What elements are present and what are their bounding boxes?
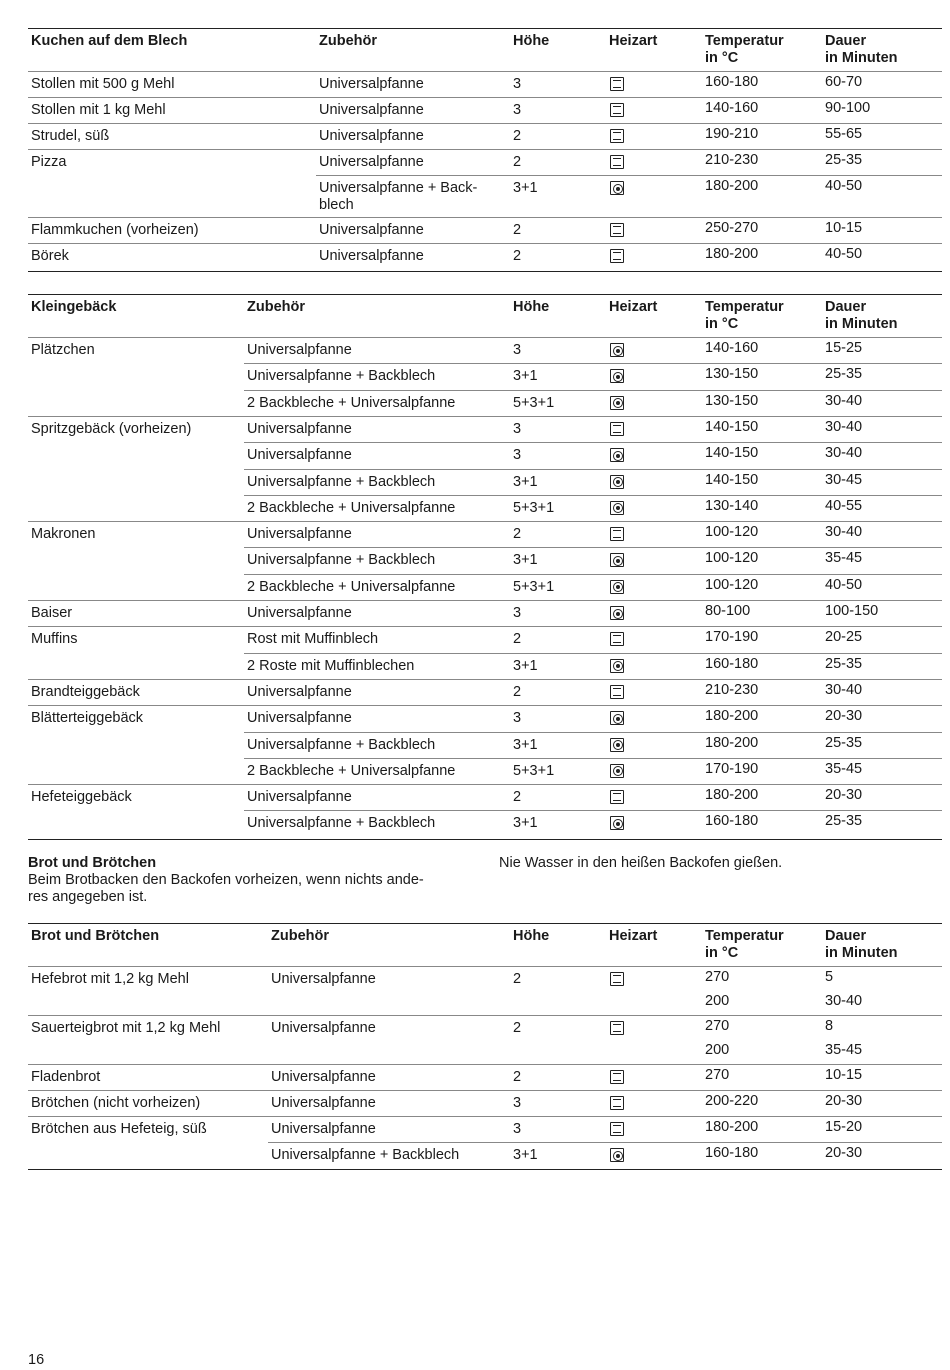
- cell-zubehoer: Universalpfanne: [271, 1095, 376, 1111]
- top-bottom-heat-icon: [610, 249, 624, 263]
- table-row: [28, 337, 942, 363]
- table-row: [28, 469, 942, 495]
- table-row: [28, 217, 942, 243]
- hot-air-fan-icon: [610, 711, 624, 725]
- table-row: [28, 732, 942, 758]
- cell-name: Hefeteiggebäck: [31, 789, 132, 806]
- table-row: [28, 123, 942, 149]
- header-hoehe: Höhe: [513, 928, 550, 944]
- cell-hoehe: 2: [513, 222, 522, 238]
- header-heizart: Heizart: [609, 299, 658, 315]
- cell-temperatur: 200-220: [705, 1093, 759, 1109]
- cell-dauer: 25-35: [825, 366, 863, 383]
- cell-temperatur: 170-190: [705, 629, 759, 646]
- table-kuchen-auf-dem-blech: [28, 28, 942, 272]
- cell-temperatur: 100-120: [705, 550, 759, 567]
- cell-hoehe: 5+3+1: [513, 394, 555, 411]
- cell-hoehe: 3: [513, 102, 522, 118]
- cell-temperatur: 160-180: [705, 74, 759, 90]
- cell-hoehe: 5+3+1: [513, 578, 555, 595]
- cell-zubehoer: Rost mit Muffinblech: [247, 631, 379, 648]
- brot-intro: [28, 855, 468, 906]
- header-name: Brot und Brötchen: [31, 928, 160, 944]
- header-name: Kuchen auf dem Blech: [31, 33, 188, 49]
- table-row: [28, 705, 942, 731]
- header-dauer: Dauer in Minuten: [825, 928, 898, 961]
- table-row: [28, 243, 942, 269]
- cell-name: Brandteiggebäck: [31, 683, 140, 700]
- cell-hoehe: 2: [513, 248, 522, 264]
- cell-temperatur: 160-180: [705, 813, 759, 830]
- table-row: [28, 966, 942, 1015]
- cell-dauer: 55-65: [825, 126, 863, 142]
- cell-hoehe: 3+1: [513, 368, 538, 385]
- cell-zubehoer: Universalpfanne: [247, 420, 352, 437]
- header-zubehoer: Zubehör: [319, 33, 377, 49]
- top-bottom-heat-icon: [610, 77, 624, 91]
- cell-temperatur: 100-120: [705, 524, 759, 541]
- header-zubehoer: Zubehör: [271, 928, 329, 944]
- cell-dauer: 100-150: [825, 603, 879, 619]
- header-heizart: Heizart: [609, 33, 658, 49]
- table-row: [28, 71, 942, 97]
- table-row: [28, 600, 942, 626]
- cell-temperatur: 270: [705, 1067, 730, 1083]
- cell-dauer: 40-55: [825, 497, 863, 514]
- cell-name: Pizza: [31, 154, 67, 170]
- cell-hoehe: 3+1: [513, 1147, 538, 1163]
- cell-name: Blätterteiggebäck: [31, 710, 144, 727]
- cell-temperatur: 180-200: [705, 787, 759, 804]
- cell-hoehe: 3: [513, 1121, 522, 1137]
- cell-temperatur: 180-200: [705, 734, 759, 751]
- cell-hoehe: 2: [513, 154, 522, 170]
- cell-dauer: 35-45: [825, 760, 863, 777]
- cell-name: Stollen mit 500 g Mehl: [31, 76, 175, 92]
- cell-temperatur: 130-150: [705, 392, 759, 409]
- cell-dauer: 15-20: [825, 1119, 863, 1135]
- top-bottom-heat-icon: [610, 155, 624, 169]
- table-kleingebaeck: [28, 294, 942, 840]
- cell-zubehoer: Universalpfanne: [247, 789, 352, 806]
- hot-air-fan-icon: [610, 580, 624, 594]
- top-bottom-heat-icon: [610, 1122, 624, 1136]
- cell-zubehoer: Universalpfanne: [319, 102, 424, 118]
- top-bottom-heat-icon: [610, 972, 624, 986]
- top-bottom-heat-icon: [610, 422, 624, 436]
- cell-temperatur: 170-190: [705, 760, 759, 777]
- cell-hoehe: 3: [513, 76, 522, 92]
- cell-name: Brötchen aus Hefeteig, süß: [31, 1121, 207, 1137]
- cell-name: Strudel, süß: [31, 128, 110, 144]
- cell-temperatur: 130-150: [705, 366, 759, 383]
- table-row: [28, 495, 942, 521]
- header-zubehoer: Zubehör: [247, 299, 305, 315]
- top-bottom-heat-icon: [610, 103, 624, 117]
- cell-dauer: 25-35: [825, 152, 863, 168]
- cell-hoehe: 2: [513, 1020, 522, 1036]
- header-temperatur: Temperatur in °C: [705, 33, 784, 66]
- cell-dauer: 5 30-40: [825, 969, 863, 1009]
- header-temperatur: Temperatur in °C: [705, 928, 784, 961]
- cell-temperatur: 160-180: [705, 1145, 759, 1161]
- cell-zubehoer: 2 Backbleche + Universalpfanne: [247, 394, 456, 411]
- top-bottom-heat-icon: [610, 685, 624, 699]
- cell-hoehe: 3: [513, 447, 522, 464]
- cell-temperatur: 180-200: [705, 1119, 759, 1135]
- cell-hoehe: 3: [513, 420, 522, 437]
- cell-temperatur: 140-160: [705, 100, 759, 116]
- cell-hoehe: 3+1: [513, 473, 538, 490]
- top-bottom-heat-icon: [610, 129, 624, 143]
- cell-hoehe: 3+1: [513, 736, 538, 753]
- cell-zubehoer: Universalpfanne: [247, 605, 352, 621]
- cell-name: Baiser: [31, 605, 73, 621]
- hot-air-fan-icon: [610, 606, 624, 620]
- table-row: [28, 653, 942, 679]
- cell-zubehoer: Universalpfanne: [319, 128, 424, 144]
- header-temperatur: Temperatur in °C: [705, 299, 784, 332]
- cell-temperatur: 180-200: [705, 708, 759, 725]
- cell-dauer: 30-40: [825, 681, 863, 698]
- brot-intro-title: Brot und Brötchen: [28, 855, 157, 871]
- cell-zubehoer: Universalpfanne + Backblech: [247, 736, 436, 753]
- hot-air-fan-icon: [610, 816, 624, 830]
- hot-air-fan-icon: [610, 738, 624, 752]
- cell-hoehe: 2: [513, 683, 522, 700]
- cell-temperatur: 250-270: [705, 220, 759, 236]
- table-row: [28, 521, 942, 547]
- table-row: [28, 547, 942, 573]
- table-row: [28, 626, 942, 652]
- cell-hoehe: 3: [513, 710, 522, 727]
- cell-dauer: 30-40: [825, 445, 863, 462]
- cell-name: Spritzgebäck (vorheizen): [31, 420, 192, 437]
- header-name: Kleingebäck: [31, 299, 117, 315]
- cell-zubehoer: 2 Backbleche + Universalpfanne: [247, 499, 456, 516]
- table-row: [28, 758, 942, 784]
- table-row: [28, 810, 942, 836]
- table-row: [28, 416, 942, 442]
- cell-hoehe: 2: [513, 789, 522, 806]
- table-row: [28, 390, 942, 416]
- brot-intro-text: Beim Brotbacken den Backofen vorheizen, wenn nichts ande- res angegeben ist.: [28, 872, 424, 905]
- cell-hoehe: 5+3+1: [513, 499, 555, 516]
- table-row: [28, 1015, 942, 1064]
- cell-zubehoer: Universalpfanne + Backblech: [271, 1147, 460, 1163]
- hot-air-fan-icon: [610, 448, 624, 462]
- cell-dauer: 20-30: [825, 787, 863, 804]
- cell-temperatur: 190-210: [705, 126, 759, 142]
- cell-dauer: 20-30: [825, 1145, 863, 1161]
- hot-air-fan-icon: [610, 1148, 624, 1162]
- cell-zubehoer: 2 Backbleche + Universalpfanne: [247, 762, 456, 779]
- cell-temperatur: 210-230: [705, 681, 759, 698]
- cell-name: Fladenbrot: [31, 1069, 101, 1085]
- cell-temperatur: 100-120: [705, 576, 759, 593]
- hot-air-fan-icon: [610, 396, 624, 410]
- top-bottom-heat-icon: [610, 527, 624, 541]
- top-bottom-heat-icon: [610, 1096, 624, 1110]
- table-row: [28, 1142, 942, 1168]
- page-number: 16: [28, 1352, 45, 1368]
- cell-temperatur: 140-150: [705, 445, 759, 462]
- table-row: [28, 574, 942, 600]
- cell-hoehe: 2: [513, 971, 522, 987]
- cell-hoehe: 2: [513, 631, 522, 648]
- cell-temperatur: 270 200: [705, 1018, 730, 1058]
- cell-hoehe: 2: [513, 128, 522, 144]
- cell-hoehe: 3+1: [513, 180, 538, 196]
- cell-temperatur: 180-200: [705, 246, 759, 262]
- cell-dauer: 8 35-45: [825, 1018, 863, 1058]
- cell-dauer: 25-35: [825, 734, 863, 751]
- cell-temperatur: 180-200: [705, 178, 759, 194]
- cell-name: Muffins: [31, 631, 78, 648]
- cell-temperatur: 130-140: [705, 497, 759, 514]
- table-row: [28, 175, 942, 217]
- table-row: [28, 784, 942, 810]
- cell-temperatur: 140-150: [705, 471, 759, 488]
- cell-temperatur: 160-180: [705, 655, 759, 672]
- cell-dauer: 10-15: [825, 1067, 863, 1083]
- cell-name: Plätzchen: [31, 342, 95, 358]
- cell-zubehoer: Universalpfanne: [247, 526, 352, 543]
- cell-dauer: 15-25: [825, 340, 863, 356]
- top-bottom-heat-icon: [610, 1070, 624, 1084]
- cell-zubehoer: Universalpfanne: [319, 154, 424, 170]
- cell-dauer: 40-50: [825, 178, 863, 194]
- hot-air-fan-icon: [610, 475, 624, 489]
- table-row: [28, 442, 942, 468]
- cell-hoehe: 3+1: [513, 657, 538, 674]
- header-dauer: Dauer in Minuten: [825, 299, 898, 332]
- cell-name: Makronen: [31, 526, 96, 543]
- cell-dauer: 20-30: [825, 708, 863, 725]
- top-bottom-heat-icon: [610, 790, 624, 804]
- cell-dauer: 20-25: [825, 629, 863, 646]
- cell-hoehe: 3: [513, 1095, 522, 1111]
- header-hoehe: Höhe: [513, 33, 550, 49]
- cell-hoehe: 3: [513, 605, 522, 621]
- cell-dauer: 35-45: [825, 550, 863, 567]
- cell-hoehe: 2: [513, 1069, 522, 1085]
- cell-zubehoer: Universalpfanne: [319, 248, 424, 264]
- cell-hoehe: 2: [513, 526, 522, 543]
- cell-temperatur: 80-100: [705, 603, 751, 619]
- cell-dauer: 30-40: [825, 524, 863, 541]
- cell-dauer: 40-50: [825, 246, 863, 262]
- cell-temperatur: 140-150: [705, 418, 759, 435]
- header-heizart: Heizart: [609, 928, 658, 944]
- cell-name: Brötchen (nicht vorheizen): [31, 1095, 201, 1111]
- cell-zubehoer: Universalpfanne: [247, 710, 352, 727]
- cell-zubehoer: Universalpfanne: [271, 971, 376, 987]
- cell-zubehoer: Universalpfanne + Backblech: [247, 552, 436, 569]
- table-row: [28, 1064, 942, 1090]
- cell-dauer: 30-40: [825, 418, 863, 435]
- cell-hoehe: 5+3+1: [513, 762, 555, 779]
- cell-zubehoer: Universalpfanne + Backblech: [247, 815, 436, 832]
- cell-dauer: 25-35: [825, 655, 863, 672]
- cell-dauer: 20-30: [825, 1093, 863, 1109]
- hot-air-fan-icon: [610, 343, 624, 357]
- cell-name: Sauerteigbrot mit 1,2 kg Mehl: [31, 1020, 221, 1036]
- cell-name: Stollen mit 1 kg Mehl: [31, 102, 166, 118]
- cell-dauer: 90-100: [825, 100, 871, 116]
- hot-air-fan-icon: [610, 553, 624, 567]
- cell-name: Börek: [31, 248, 69, 264]
- cell-temperatur: 270 200: [705, 969, 730, 1009]
- hot-air-fan-icon: [610, 764, 624, 778]
- cell-zubehoer: Universalpfanne: [247, 342, 352, 358]
- top-bottom-heat-icon: [610, 1021, 624, 1035]
- table-row: [28, 149, 942, 175]
- cell-dauer: 30-45: [825, 471, 863, 488]
- top-bottom-heat-icon: [610, 223, 624, 237]
- hot-air-fan-icon: [610, 659, 624, 673]
- cell-dauer: 25-35: [825, 813, 863, 830]
- table-row: [28, 1116, 942, 1142]
- cell-zubehoer: Universalpfanne: [319, 76, 424, 92]
- cell-dauer: 30-40: [825, 392, 863, 409]
- cell-zubehoer: 2 Backbleche + Universalpfanne: [247, 578, 456, 595]
- cell-zubehoer: Universalpfanne: [319, 222, 424, 238]
- table-brot-und-broetchen: [28, 923, 942, 1170]
- brot-note: Nie Wasser in den heißen Backofen gießen.: [499, 855, 783, 871]
- table-row: [28, 363, 942, 389]
- header-dauer: Dauer in Minuten: [825, 33, 898, 66]
- table-row: [28, 679, 942, 705]
- cell-dauer: 60-70: [825, 74, 863, 90]
- cell-dauer: 40-50: [825, 576, 863, 593]
- table-row: [28, 1090, 942, 1116]
- top-bottom-heat-icon: [610, 632, 624, 646]
- cell-zubehoer: Universalpfanne: [247, 683, 352, 700]
- cell-zubehoer: Universalpfanne: [271, 1121, 376, 1137]
- header-hoehe: Höhe: [513, 299, 550, 315]
- cell-temperatur: 210-230: [705, 152, 759, 168]
- cell-zubehoer: Universalpfanne + Backblech: [247, 473, 436, 490]
- hot-air-fan-icon: [610, 501, 624, 515]
- cell-zubehoer: Universalpfanne: [271, 1069, 376, 1085]
- hot-air-fan-icon: [610, 181, 624, 195]
- cell-hoehe: 3+1: [513, 552, 538, 569]
- cell-zubehoer: Universalpfanne + Backblech: [247, 368, 436, 385]
- cell-temperatur: 140-160: [705, 340, 759, 356]
- cell-hoehe: 3+1: [513, 815, 538, 832]
- cell-zubehoer: Universalpfanne: [271, 1020, 376, 1036]
- cell-hoehe: 3: [513, 342, 522, 358]
- cell-name: Flammkuchen (vorheizen): [31, 222, 199, 238]
- hot-air-fan-icon: [610, 369, 624, 383]
- cell-zubehoer: 2 Roste mit Muffinblechen: [247, 657, 415, 674]
- table-row: [28, 97, 942, 123]
- cell-name: Hefebrot mit 1,2 kg Mehl: [31, 971, 189, 987]
- cell-zubehoer: Universalpfanne + Back- blech: [319, 180, 478, 213]
- cell-zubehoer: Universalpfanne: [247, 447, 352, 464]
- cell-dauer: 10-15: [825, 220, 863, 236]
